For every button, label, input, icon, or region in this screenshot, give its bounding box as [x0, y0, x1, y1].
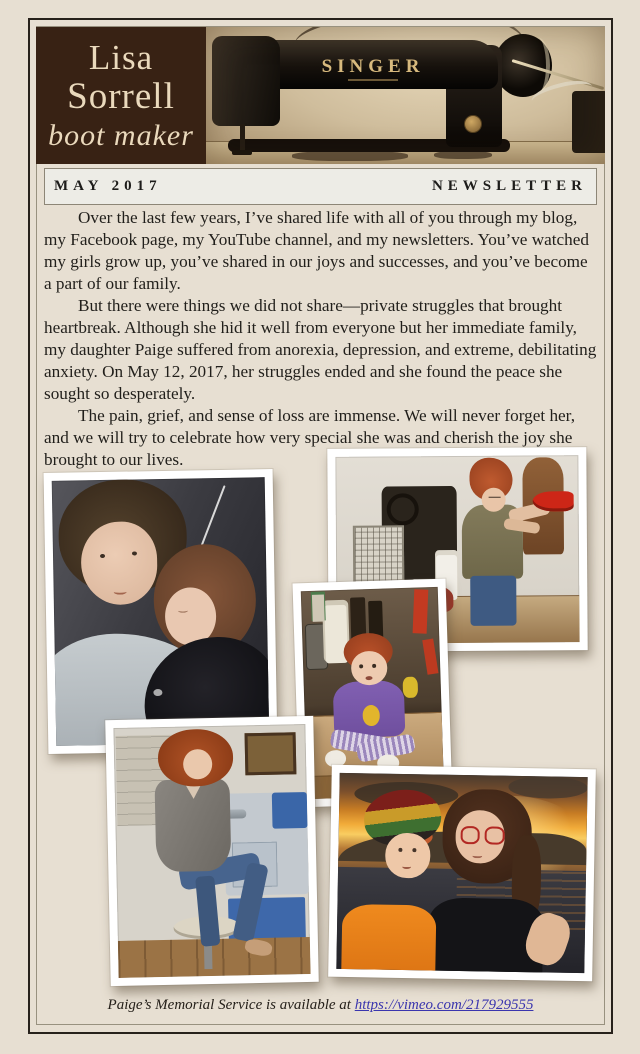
needle-bar	[240, 124, 245, 152]
blue-motor-shape	[272, 792, 307, 830]
paige-face-shape	[385, 832, 430, 878]
memorial-service-link[interactable]: https://vimeo.com/217929555	[354, 997, 534, 1013]
face-shape	[481, 487, 505, 511]
wheel-highlight	[524, 37, 550, 94]
red-glasses-lens-shape	[485, 826, 505, 844]
red-tape-shape	[413, 589, 428, 633]
machine-head	[212, 36, 280, 126]
photo-sunset-boat	[328, 765, 596, 982]
masthead	[36, 27, 605, 164]
logo-name-line2: Sorrell	[67, 75, 175, 117]
jeans-shape	[470, 575, 517, 626]
singer-brand-label: SINGER	[321, 56, 425, 77]
eye-shape	[372, 664, 376, 668]
page-border-frame	[28, 18, 613, 1034]
balance-wheel	[494, 34, 552, 97]
photo-stool-image	[113, 724, 310, 978]
handle-rod	[512, 59, 605, 90]
photo-selfie-image	[52, 477, 270, 746]
eye-shape	[132, 551, 137, 555]
face-shape	[183, 748, 212, 779]
article-paragraph: The pain, grief, and sense of loss are immense. We will never forget her, and we will try to celebrate how very special she was and cherish the joy she brought to our lives.	[44, 406, 576, 469]
machine-arm	[246, 40, 498, 89]
newsletter-label: NEWSLETTER	[431, 178, 587, 194]
toddler-face-shape	[351, 651, 388, 685]
red-tape-shape	[422, 639, 438, 676]
black-tank-top-shape	[428, 898, 543, 973]
bench-clutter	[292, 151, 408, 161]
photo-selfie	[44, 469, 278, 754]
red-shoe-shape	[532, 491, 573, 512]
green-cap-bottle-shape	[312, 595, 325, 622]
issue-bar	[44, 168, 597, 205]
footer	[30, 997, 611, 1014]
presser-foot	[232, 150, 252, 155]
smile-shape	[113, 588, 126, 594]
pipe-shape	[292, 27, 446, 68]
machine-pillar	[446, 45, 502, 147]
article-paragraph: But there were things we did not share—private struggles that brought heartbreak. Although she hid it well from everyone but her immediate family, my daughter Paige suffered from anorexia, depression, and extreme, debilitating anxiety. On May 12, 2017, her struggles ended and she found the peace she sought so desperately.	[44, 296, 597, 403]
article-body	[44, 207, 598, 471]
closed-eye-shape	[177, 608, 187, 612]
dark-chair	[572, 91, 605, 153]
photo-sunset-image	[336, 773, 587, 973]
photo-stool-portrait	[105, 716, 319, 986]
logo-name-line1: Lisa	[88, 37, 154, 77]
red-glasses-lens-shape	[460, 826, 480, 844]
pipe-shape	[393, 27, 530, 71]
sewing-machine-photo	[206, 27, 605, 164]
glasses-shape	[489, 495, 501, 498]
brand-sub-decal	[348, 79, 398, 81]
framed-picture-shape	[244, 732, 297, 776]
logo	[36, 27, 206, 164]
orange-top-shape	[341, 904, 436, 973]
article-paragraph: Over the last few years, I’ve shared life with all of you through my blog, my Facebook page, my YouTube channel, and my newsletters. You’ve watched my girls grow up, you’ve shared in our joys and successes, and you’ve become a part of our family.	[44, 208, 589, 293]
logo-tagline: boot maker	[48, 118, 194, 152]
chrome-tube	[529, 76, 594, 112]
yellow-glove-shape	[402, 677, 418, 698]
bench-clutter	[434, 151, 492, 159]
gold-medallion	[464, 115, 482, 133]
memorial-service-text: Paige’s Memorial Service is available at	[107, 997, 355, 1013]
workbench-surface	[206, 141, 605, 164]
issue-date: MAY 2017	[54, 178, 162, 194]
machine-bed	[228, 139, 510, 152]
